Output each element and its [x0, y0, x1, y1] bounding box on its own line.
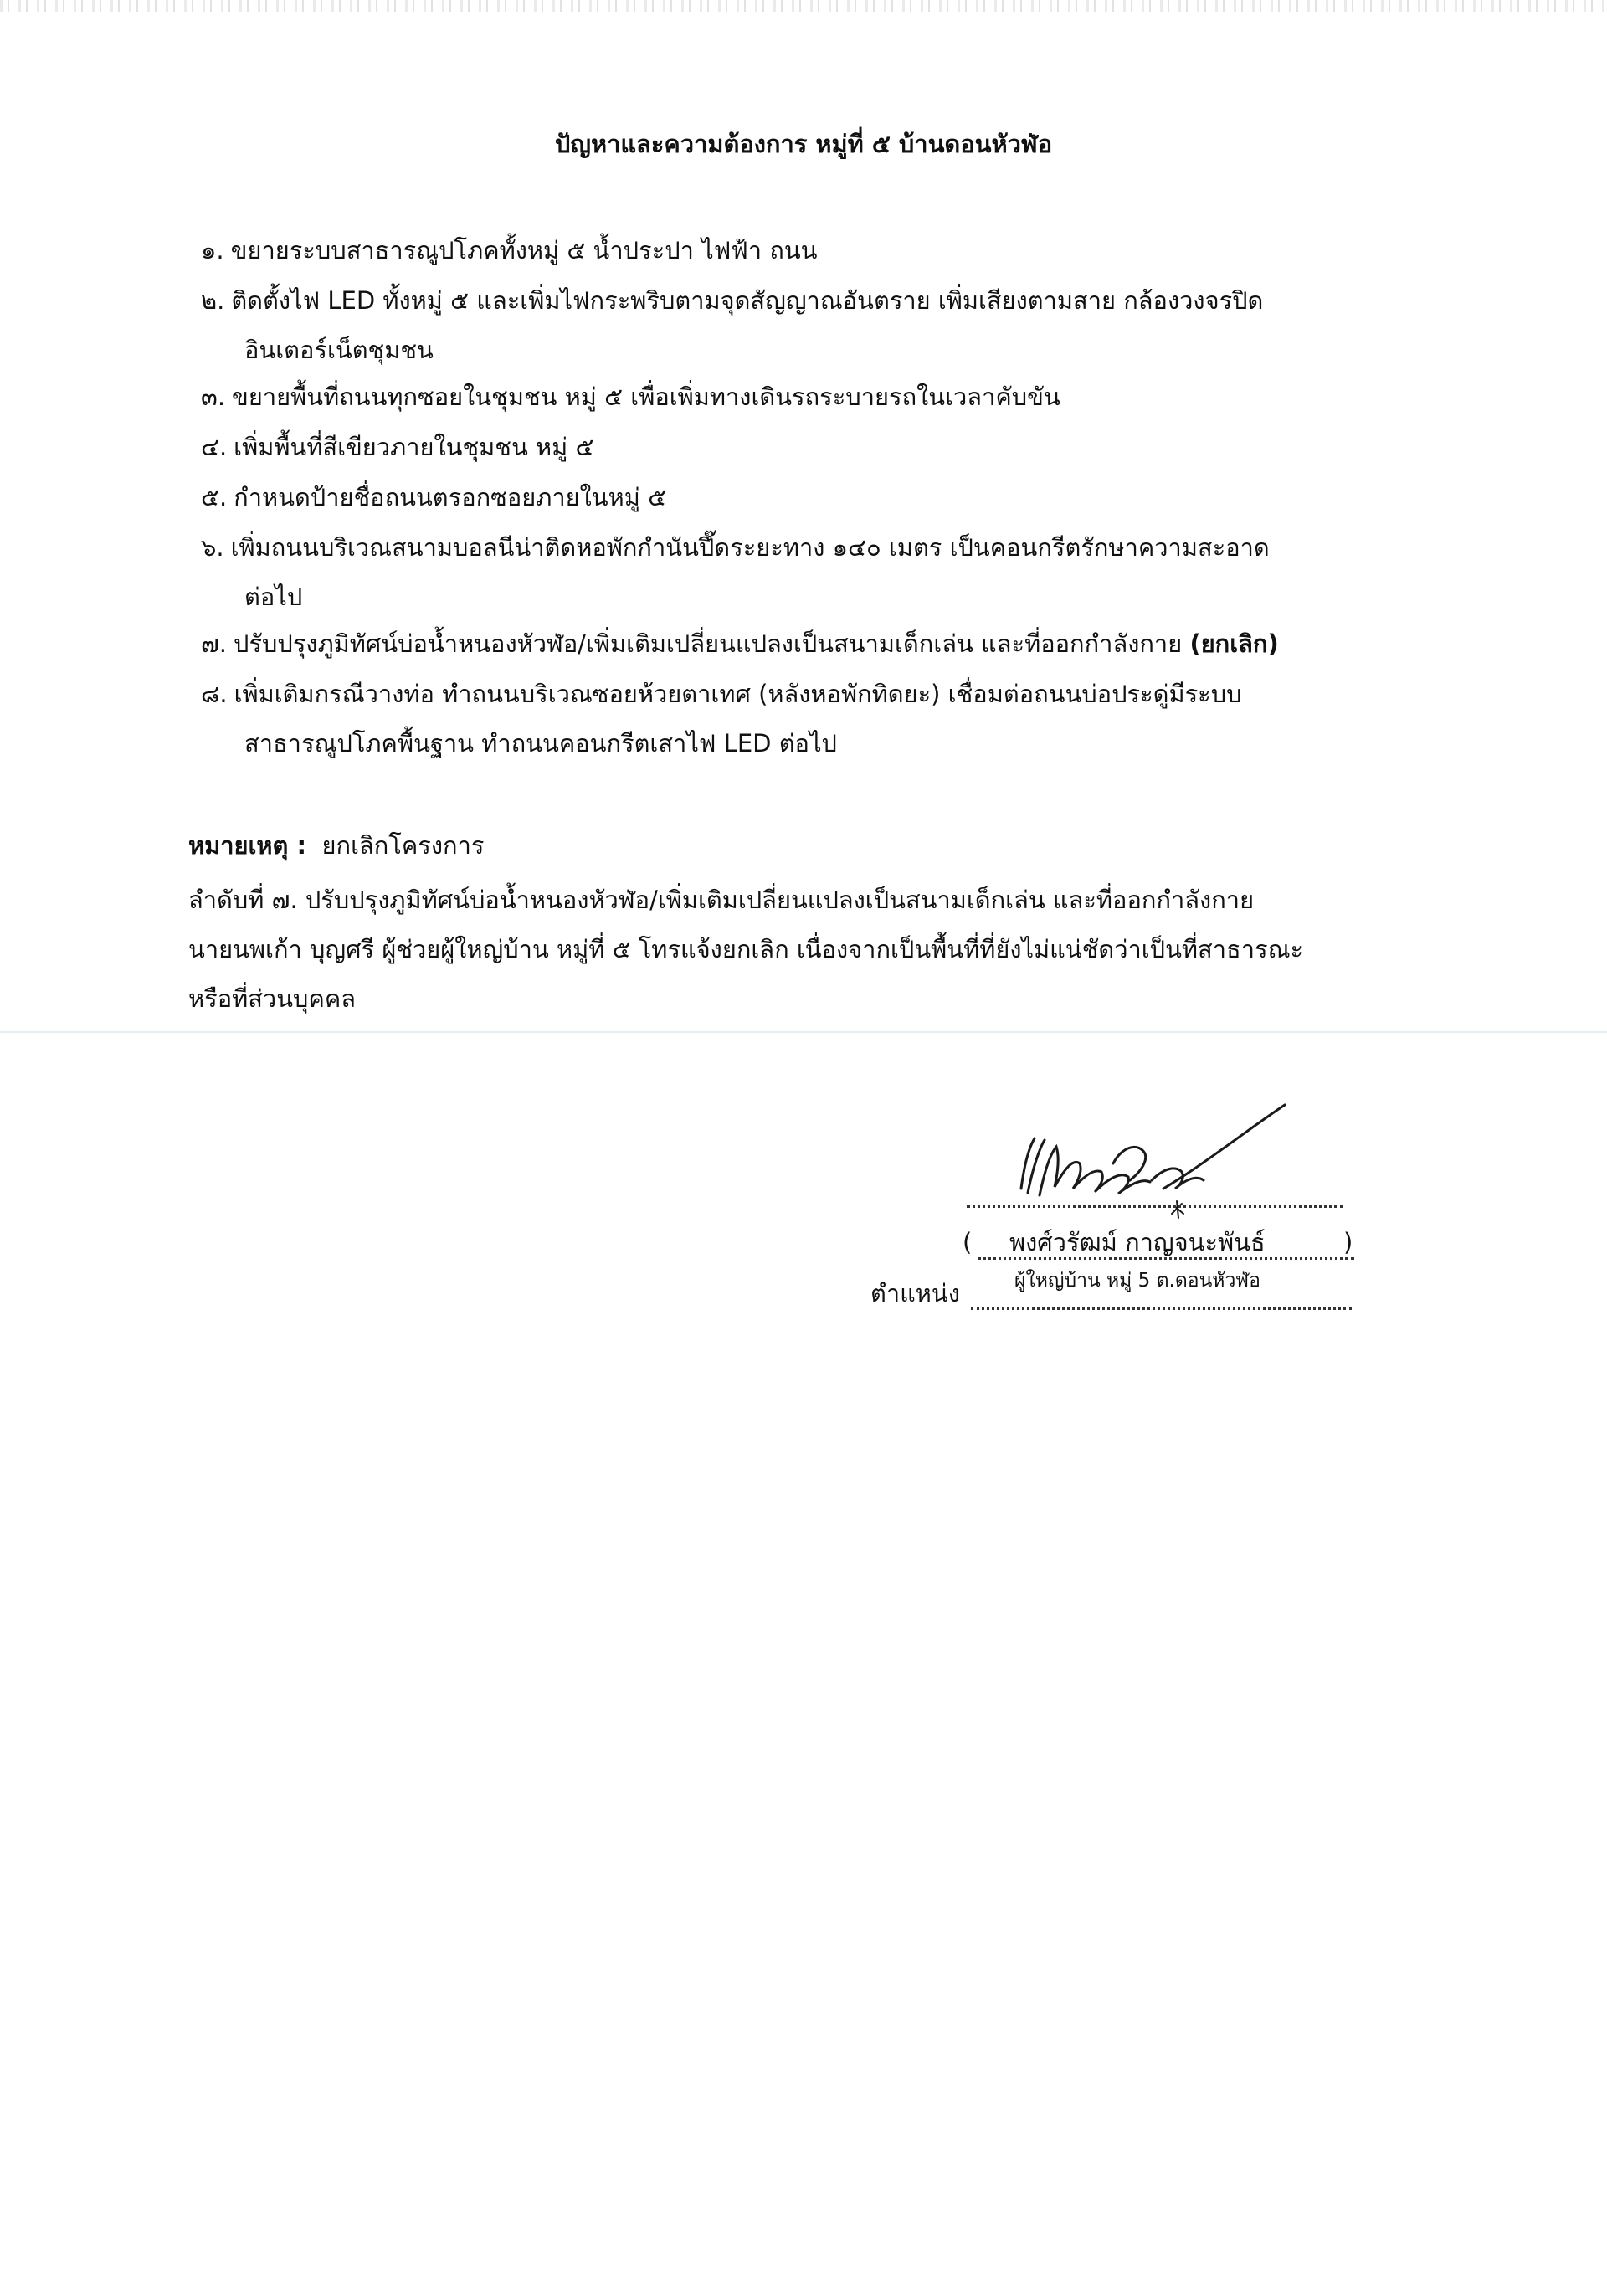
- list-item-number: ๓.: [201, 383, 226, 411]
- list-item: [201, 226, 1456, 275]
- note-heading-text: ยกเลิกโครงการ: [321, 831, 485, 860]
- list-item-first-line: [201, 619, 1456, 669]
- note-label: หมายเหตุ :: [188, 831, 307, 860]
- list-item-number: ๗.: [201, 629, 228, 658]
- scan-edge: [0, 0, 1607, 12]
- list-item-number: ๖.: [201, 533, 224, 562]
- list-item-number: ๘.: [201, 680, 228, 708]
- list-item-text: ขยายระบบสาธารณูปโภคทั้งหมู่ ๕ น้ำประปา ไฟฟ้า ถนน: [230, 236, 818, 265]
- scan-artifact-line: [0, 1031, 1607, 1033]
- list-item-first-line: [201, 670, 1456, 719]
- position-dotted-line: [971, 1307, 1352, 1310]
- note-heading: [188, 827, 484, 864]
- list-item-number: ๕.: [201, 483, 228, 511]
- close-paren: ): [1343, 1228, 1353, 1256]
- list-item-continuation: สาธารณูปโภคพื้นฐาน ทำถนนคอนกรีตเสาไฟ LED ต่อไป: [244, 729, 837, 758]
- cancelled-tag: (ยกเลิก): [1189, 629, 1279, 658]
- list-item-first-line: [201, 226, 1456, 275]
- list-item: [201, 423, 1456, 472]
- list-item-first-line: [201, 473, 1456, 522]
- list-item-number: ๔.: [201, 433, 228, 461]
- list-item: [201, 372, 1456, 422]
- list-item: [201, 523, 1456, 622]
- list-item: [201, 619, 1456, 669]
- position-value: ผู้ใหญ่บ้าน หมู่ 5 ต.ดอนหัวฬ่อ: [1014, 1270, 1260, 1292]
- list-item-text: เพิ่มพื้นที่สีเขียวภายในชุมชน หมู่ ๕: [234, 433, 594, 461]
- list-item-number: ๒.: [201, 286, 225, 315]
- note-line: หรือที่ส่วนบุคคล: [188, 984, 357, 1013]
- list-item: [201, 276, 1456, 375]
- document-title: ปัญหาและความต้องการ หมู่ที่ ๕ บ้านดอนหัวฬ่อ: [554, 130, 1053, 158]
- list-item-first-line: [201, 372, 1456, 422]
- signer-name: พงศ์วรัฒม์ กาญจนะพันธ์: [1009, 1228, 1266, 1256]
- list-item-first-line: [201, 276, 1456, 326]
- list-item: [201, 473, 1456, 522]
- list-item-number: ๑.: [201, 236, 224, 265]
- list-item-first-line: [201, 523, 1456, 573]
- list-item-continuation: อินเตอร์เน็ตชุมชน: [244, 336, 434, 364]
- name-dotted-line: [978, 1257, 1354, 1260]
- list-item-text: กำหนดป้ายชื่อถนนตรอกซอยภายในหมู่ ๕: [234, 483, 667, 511]
- list-item-text: ขยายพื้นที่ถนนทุกซอยในชุมชน หมู่ ๕ เพื่อเพิ่มทางเดินรถระบายรถในเวลาคับขัน: [232, 383, 1060, 411]
- signature-dotted-line: [967, 1205, 1343, 1208]
- list-item-text: เพิ่มเติมกรณีวางท่อ ทำถนนบริเวณซอยห้วยตาเทศ (หลังหอพักทิดยะ) เชื่อมต่อถนนบ่อประดู่มีระบบ: [234, 680, 1242, 708]
- note-line: ลำดับที่ ๗. ปรับปรุงภูมิทัศน์บ่อน้ำหนองหัวฬ่อ/เพิ่มเติมเปลี่ยนแปลงเป็นสนามเด็กเล่น และที่ออกกำลังกาย: [188, 886, 1255, 914]
- position-label: ตำแหน่ง: [870, 1279, 960, 1307]
- list-item-text: เพิ่มถนนบริเวณสนามบอลนีน่าติดหอพักกำนันปึ๊ดระยะทาง ๑๔๐ เมตร เป็นคอนกรีตรักษาความสะอาด: [230, 533, 1270, 562]
- list-item-first-line: [201, 423, 1456, 472]
- list-item: [201, 670, 1456, 768]
- open-paren: (: [963, 1228, 973, 1256]
- note-body: [188, 876, 1461, 1024]
- note-line: นายนพเก้า บุญศรี ผู้ช่วยผู้ใหญ่บ้าน หมู่ที่ ๕ โทรแจ้งยกเลิก เนื่องจากเป็นพื้นที่ที่ยังไม่แน่ชัดว่าเป็นที่สาธารณะ: [188, 935, 1304, 963]
- list-item-text: ปรับปรุงภูมิทัศน์บ่อน้ำหนองหัวฬ่อ/เพิ่มเติมเปลี่ยนแปลงเป็นสนามเด็กเล่น และที่ออกกำลังกาย: [234, 629, 1183, 658]
- list-item-continuation: ต่อไป: [244, 583, 303, 611]
- list-item-text: ติดตั้งไฟ LED ทั้งหมู่ ๕ และเพิ่มไฟกระพริบตามจุดสัญญาณอันตราย เพิ่มเสียงตามสาย กล้องวงจรปิด: [231, 286, 1264, 315]
- handwritten-signature: [996, 1088, 1297, 1230]
